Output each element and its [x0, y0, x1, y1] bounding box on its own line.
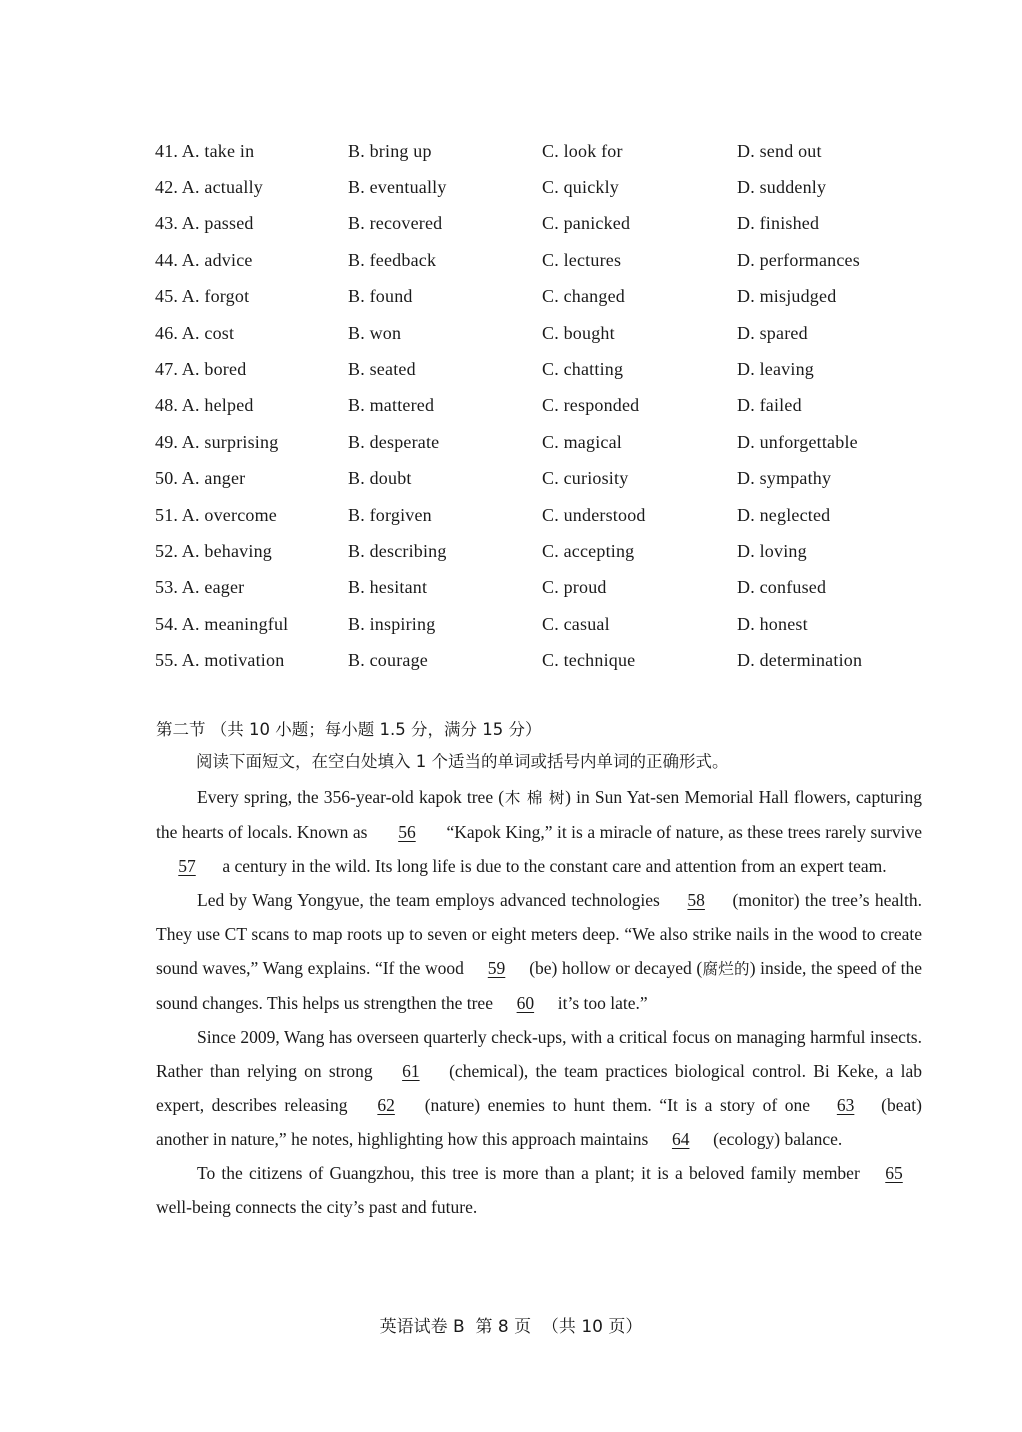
paragraph-text: To the citizens of Guangzhou, this tree is more than a plant; it is a beloved family member — [197, 1163, 860, 1183]
option-d: D. finished — [737, 213, 820, 234]
option-d: D. spared — [737, 322, 808, 343]
option-c: C. lectures — [542, 249, 622, 270]
option-d: D. honest — [737, 613, 808, 634]
paragraph-text: (ecology) balance. — [713, 1129, 843, 1149]
option-row — [155, 242, 935, 278]
option-b: B. inspiring — [348, 613, 436, 634]
option-b: B. won — [348, 322, 402, 343]
paragraph-text: (chemical), the team practices biological control. Bi Keke, a lab expert, describes releasing — [156, 1061, 922, 1115]
blank-64: 64 — [671, 1129, 690, 1149]
blank-59: 59 — [487, 958, 506, 978]
option-b: B. recovered — [348, 213, 443, 234]
option-row — [155, 497, 935, 533]
option-row — [155, 169, 935, 205]
option-b: B. doubt — [348, 468, 412, 489]
option-d: D. misjudged — [737, 286, 837, 307]
option-b: B. desperate — [348, 431, 440, 452]
option-a: 44. A. advice — [155, 249, 253, 270]
option-d: D. suddenly — [737, 177, 827, 198]
blank-60: 60 — [516, 993, 535, 1013]
option-row — [155, 279, 935, 315]
page-footer: 英语试卷 B 第 8 页 （共 10 页） — [379, 1317, 643, 1337]
option-a: 53. A. eager — [155, 577, 245, 598]
option-a: 54. A. meaningful — [155, 613, 289, 634]
option-c: C. quickly — [542, 177, 619, 198]
option-b: B. hesitant — [348, 577, 428, 598]
option-c: C. casual — [542, 613, 610, 634]
option-a: 49. A. surprising — [155, 431, 279, 452]
option-row — [155, 642, 935, 678]
blank-61: 61 — [402, 1061, 420, 1081]
paragraph-text: (be) hollow or decayed ( — [529, 958, 703, 978]
option-d: D. sympathy — [737, 468, 832, 489]
option-c: C. panicked — [542, 213, 631, 234]
option-c: C. changed — [542, 286, 625, 307]
option-row — [155, 133, 935, 169]
paragraph-text: Led by Wang Yongyue, the team employs advanced technologies — [197, 890, 660, 910]
option-a: 45. A. forgot — [155, 286, 250, 307]
option-a: 46. A. cost — [155, 322, 235, 343]
paragraph-text: ) inside, the speed of the sound changes. This helps us strengthen the tree — [156, 958, 923, 1013]
paragraph-text: (nature) enemies to hunt them. “It is a story of one — [424, 1095, 811, 1115]
option-d: D. unforgettable — [737, 431, 858, 452]
paragraph-text: a century in the wild. Its long life is due to the constant care and attention from an expert team. — [222, 856, 887, 876]
option-a: 47. A. bored — [155, 359, 247, 380]
blank-56: 56 — [398, 822, 416, 842]
paragraph-text: it’s too late.” — [557, 993, 648, 1013]
section-instruction: 阅读下面短文，在空白处填入 1 个适当的单词或括号内单词的正确形式。 — [196, 752, 729, 771]
option-c: C. curiosity — [542, 468, 629, 489]
chinese-gloss: 腐烂的 — [702, 960, 750, 978]
option-b: B. feedback — [348, 249, 437, 270]
option-a: 55. A. motivation — [155, 650, 285, 671]
option-a: 51. A. overcome — [155, 504, 277, 525]
option-c: C. proud — [542, 577, 607, 598]
option-d: D. neglected — [737, 504, 831, 525]
option-row — [155, 424, 935, 460]
option-row — [155, 533, 935, 569]
option-d: D. send out — [737, 140, 822, 161]
option-a: 41. A. take in — [155, 140, 255, 161]
option-a: 50. A. anger — [155, 468, 246, 489]
option-a: 48. A. helped — [155, 395, 254, 416]
blank-63: 63 — [836, 1095, 855, 1115]
option-c: C. accepting — [542, 540, 635, 561]
paragraph-text: Every spring, the 356-year-old kapok tree ( — [197, 787, 505, 807]
option-b: B. mattered — [348, 395, 435, 416]
option-a: 52. A. behaving — [155, 540, 272, 561]
option-b: B. bring up — [348, 140, 432, 161]
option-c: C. responded — [542, 395, 640, 416]
option-c: C. chatting — [542, 359, 624, 380]
option-d: D. performances — [737, 249, 860, 270]
option-d: D. leaving — [737, 359, 814, 380]
blank-65: 65 — [885, 1163, 903, 1183]
option-c: C. understood — [542, 504, 646, 525]
paragraph-text: well-being connects the city’s past and future. — [156, 1197, 478, 1217]
section-two — [156, 716, 922, 1224]
option-row — [155, 388, 935, 424]
passage-paragraph-1 — [156, 780, 922, 883]
option-b: B. courage — [348, 650, 428, 671]
option-row — [155, 206, 935, 242]
section-heading: 第二节 （共 10 小题；每小题 1.5 分，满分 15 分） — [156, 720, 542, 739]
option-row — [155, 315, 935, 351]
option-row — [155, 570, 935, 606]
paragraph-text: ) in Sun Yat-sen Memorial Hall flowers, capturing the hearts of locals. Known as — [156, 787, 922, 842]
blank-58: 58 — [687, 890, 705, 910]
option-a: 43. A. passed — [155, 213, 254, 234]
option-b: B. seated — [348, 359, 416, 380]
option-d: D. loving — [737, 540, 807, 561]
option-b: B. forgiven — [348, 504, 432, 525]
option-b: B. describing — [348, 540, 447, 561]
option-row — [155, 461, 935, 497]
paragraph-text: “Kapok King,” it is a miracle of nature, as these trees rarely survive — [446, 822, 923, 842]
option-d: D. failed — [737, 395, 802, 416]
option-c: C. magical — [542, 431, 622, 452]
paragraph-text: (monitor) the tree’s health. They use CT scans to map roots up to seven or eight meters deep. “We also strike nails in the wood to create sound waves,” Wang explains. “If the wood — [156, 890, 923, 978]
option-row — [155, 351, 935, 387]
option-d: D. determination — [737, 650, 863, 671]
passage-paragraph-3 — [156, 1020, 922, 1156]
option-b: B. eventually — [348, 177, 447, 198]
paragraph-text: Since 2009, Wang has overseen quarterly check-ups, with a critical focus on managing harmful insects. Rather than relying on strong — [156, 1027, 922, 1081]
option-d: D. confused — [737, 577, 827, 598]
option-c: C. bought — [542, 322, 615, 343]
blank-62: 62 — [377, 1095, 395, 1115]
option-b: B. found — [348, 286, 413, 307]
option-row — [155, 606, 935, 642]
passage-paragraph-4 — [156, 1156, 922, 1224]
chinese-gloss: 木 棉 树 — [504, 789, 566, 807]
blank-57: 57 — [178, 856, 196, 876]
option-c: C. technique — [542, 650, 636, 671]
option-a: 42. A. actually — [155, 177, 263, 198]
multiple-choice-options — [155, 133, 935, 679]
option-c: C. look for — [542, 140, 623, 161]
passage-paragraph-2 — [156, 883, 922, 1020]
paragraph-text: (beat) another in nature,” he notes, highlighting how this approach maintains — [156, 1095, 922, 1149]
